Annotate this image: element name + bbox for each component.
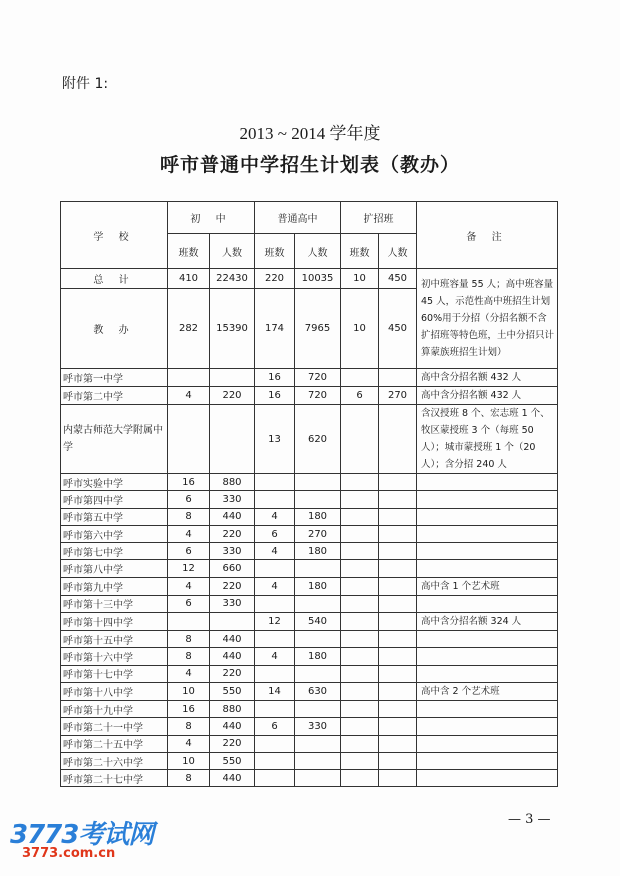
cell-ep [379, 405, 417, 474]
cell-jp: 880 [210, 700, 255, 717]
watermark-url: 3773.com.cn [22, 846, 116, 861]
cell-ec [341, 577, 379, 595]
school-name: 呼市第十六中学 [61, 648, 168, 665]
cell-sc: 12 [255, 613, 295, 631]
cell-jc: 4 [168, 577, 210, 595]
school-note [417, 560, 558, 577]
enrollment-plan-table [60, 201, 558, 787]
main-title: 呼市普通中学招生计划表（教办） [159, 154, 460, 176]
school-note [417, 508, 558, 525]
cell: 282 [168, 289, 210, 369]
cell-jp: 220 [210, 735, 255, 752]
cell-sc: 16 [255, 369, 295, 387]
header-expand: 扩招班 [341, 202, 417, 234]
cell-ep [379, 752, 417, 769]
attachment-label: 附件 1: [62, 76, 109, 92]
total-label: 总 计 [61, 269, 168, 289]
merged-note: 初中班容量 55 人；高中班容量 45 人，示范性高中班招生计划 60%用于分招（分招名额不含扩招班等特色班，土中分招只计算蒙族班招生计划） [417, 269, 558, 369]
cell-ep [379, 718, 417, 735]
cell-ec [341, 595, 379, 612]
cell-sp [295, 474, 341, 491]
cell-ec [341, 508, 379, 525]
cell-jc: 16 [168, 700, 210, 717]
school-note [417, 595, 558, 612]
cell-jc: 8 [168, 508, 210, 525]
table-row [61, 613, 558, 631]
page-number: — 3 — [508, 812, 551, 827]
cell: 10 [341, 269, 379, 289]
school-name: 呼市实验中学 [61, 474, 168, 491]
school-note [417, 491, 558, 508]
cell-ec [341, 543, 379, 560]
cell-ec [341, 491, 379, 508]
cell-ep [379, 700, 417, 717]
table-row [61, 577, 558, 595]
table-row [61, 718, 558, 735]
cell-ep [379, 682, 417, 700]
cell-jp: 660 [210, 560, 255, 577]
school-note [417, 752, 558, 769]
school-note [417, 525, 558, 542]
cell-sc [255, 665, 295, 682]
cell: 220 [255, 269, 295, 289]
school-note [417, 718, 558, 735]
cell-sp: 330 [295, 718, 341, 735]
cell-jp: 440 [210, 770, 255, 787]
school-note [417, 735, 558, 752]
cell-sc: 4 [255, 648, 295, 665]
cell-jp [210, 369, 255, 387]
cell-jc: 6 [168, 543, 210, 560]
cell-ep [379, 525, 417, 542]
school-note [417, 631, 558, 648]
cell-ep [379, 631, 417, 648]
cell-ec [341, 613, 379, 631]
header-senior: 普通高中 [255, 202, 341, 234]
cell-jp: 330 [210, 491, 255, 508]
cell-jp: 220 [210, 387, 255, 405]
table-row [61, 560, 558, 577]
school-name: 呼市第二十五中学 [61, 735, 168, 752]
cell-ec: 6 [341, 387, 379, 405]
school-note: 高中含分招名额 432 人 [417, 369, 558, 387]
header-senior-people: 人数 [295, 234, 341, 269]
table-row [61, 682, 558, 700]
cell-jc: 6 [168, 595, 210, 612]
cell-jp: 220 [210, 665, 255, 682]
cell-jp: 440 [210, 648, 255, 665]
cell: 22430 [210, 269, 255, 289]
cell-jc: 10 [168, 682, 210, 700]
cell: 410 [168, 269, 210, 289]
cell-sc: 4 [255, 543, 295, 560]
school-name: 呼市第四中学 [61, 491, 168, 508]
cell-sc [255, 595, 295, 612]
cell-sc: 13 [255, 405, 295, 474]
cell-jp [210, 405, 255, 474]
school-name: 呼市第一中学 [61, 369, 168, 387]
cell-sp: 620 [295, 405, 341, 474]
cell-sc: 6 [255, 718, 295, 735]
school-note: 含汉授班 8 个、宏志班 1 个、牧区蒙授班 3 个（每班 50 人）；城市蒙授班 1 个（20 人）；含分招 240 人 [417, 405, 558, 474]
cell-jc: 4 [168, 735, 210, 752]
header-remarks: 备 注 [417, 202, 558, 269]
cell-ec [341, 474, 379, 491]
school-name: 呼市第十八中学 [61, 682, 168, 700]
school-note [417, 665, 558, 682]
school-name: 呼市第二十六中学 [61, 752, 168, 769]
cell-jc: 16 [168, 474, 210, 491]
jiaoban-label: 教 办 [61, 289, 168, 369]
table-row [61, 474, 558, 491]
cell-sp [295, 770, 341, 787]
cell-sc [255, 560, 295, 577]
header-junior-classes: 班数 [168, 234, 210, 269]
cell-sp [295, 631, 341, 648]
cell-jp: 220 [210, 525, 255, 542]
cell-sc [255, 491, 295, 508]
cell-sc: 14 [255, 682, 295, 700]
cell: 450 [379, 269, 417, 289]
cell-ep [379, 595, 417, 612]
cell: 7965 [295, 289, 341, 369]
school-note: 高中含分招名额 324 人 [417, 613, 558, 631]
table-row [61, 387, 558, 405]
cell-ec [341, 682, 379, 700]
table-row [61, 735, 558, 752]
cell-sp: 540 [295, 613, 341, 631]
cell-jc: 6 [168, 491, 210, 508]
cell-jp: 440 [210, 631, 255, 648]
cell-sp: 720 [295, 387, 341, 405]
table-row [61, 631, 558, 648]
cell-jc: 4 [168, 665, 210, 682]
cell-ep [379, 560, 417, 577]
cell-sc [255, 735, 295, 752]
school-name: 呼市第十三中学 [61, 595, 168, 612]
cell-ep [379, 648, 417, 665]
table-row [61, 665, 558, 682]
cell-ep [379, 491, 417, 508]
cell-sp: 180 [295, 577, 341, 595]
cell-jc [168, 369, 210, 387]
cell-sp [295, 595, 341, 612]
cell-ec [341, 770, 379, 787]
cell: 10 [341, 289, 379, 369]
header-expand-classes: 班数 [341, 234, 379, 269]
cell-jp: 550 [210, 752, 255, 769]
cell-jc: 10 [168, 752, 210, 769]
table-row [61, 648, 558, 665]
cell-jp: 330 [210, 543, 255, 560]
school-note [417, 770, 558, 787]
year-title: 2013 ~ 2014 学年度 [239, 124, 381, 143]
cell: 174 [255, 289, 295, 369]
cell-ep [379, 543, 417, 560]
cell-ec [341, 560, 379, 577]
cell-ec [341, 369, 379, 387]
cell-jp: 330 [210, 595, 255, 612]
school-name: 呼市第十七中学 [61, 665, 168, 682]
table-row [61, 770, 558, 787]
header-senior-classes: 班数 [255, 234, 295, 269]
school-note [417, 700, 558, 717]
cell-ep [379, 770, 417, 787]
cell-jp: 440 [210, 508, 255, 525]
cell-sp [295, 700, 341, 717]
cell-sp [295, 735, 341, 752]
cell-ep [379, 665, 417, 682]
cell-sp [295, 491, 341, 508]
cell-ep [379, 735, 417, 752]
table-row [61, 752, 558, 769]
cell: 15390 [210, 289, 255, 369]
table-row [61, 491, 558, 508]
cell-jc [168, 613, 210, 631]
cell-ep [379, 613, 417, 631]
cell-sp: 720 [295, 369, 341, 387]
cell-sc: 16 [255, 387, 295, 405]
header-junior: 初 中 [168, 202, 255, 234]
cell-jp: 550 [210, 682, 255, 700]
cell-ec [341, 405, 379, 474]
cell-ep [379, 369, 417, 387]
table-row [61, 369, 558, 387]
school-name: 呼市第五中学 [61, 508, 168, 525]
school-note: 高中含 2 个艺术班 [417, 682, 558, 700]
cell-ec [341, 718, 379, 735]
cell-ep [379, 577, 417, 595]
cell-ec [341, 631, 379, 648]
school-name: 呼市第十四中学 [61, 613, 168, 631]
cell-ec [341, 648, 379, 665]
school-name: 呼市第二十七中学 [61, 770, 168, 787]
header-expand-people: 人数 [379, 234, 417, 269]
table-row [61, 700, 558, 717]
cell-sp: 180 [295, 543, 341, 560]
cell-sc: 4 [255, 577, 295, 595]
cell-ec [341, 665, 379, 682]
cell-jp: 880 [210, 474, 255, 491]
header-school: 学 校 [61, 202, 168, 269]
table-row [61, 508, 558, 525]
cell-jc: 8 [168, 718, 210, 735]
cell-sc: 6 [255, 525, 295, 542]
table-row [61, 405, 558, 474]
cell-jp [210, 613, 255, 631]
cell-ep [379, 508, 417, 525]
cell: 450 [379, 289, 417, 369]
cell-jc: 4 [168, 525, 210, 542]
cell: 10035 [295, 269, 341, 289]
cell-sp: 180 [295, 648, 341, 665]
cell-sc [255, 700, 295, 717]
header-row-1 [61, 202, 558, 234]
school-name: 呼市第十九中学 [61, 700, 168, 717]
cell-jc [168, 405, 210, 474]
cell-jp: 440 [210, 718, 255, 735]
cell-jc: 12 [168, 560, 210, 577]
school-note: 高中含分招名额 432 人 [417, 387, 558, 405]
cell-jp: 220 [210, 577, 255, 595]
cell-jc: 8 [168, 648, 210, 665]
school-name: 内蒙古师范大学附属中学 [61, 405, 168, 474]
cell-sp [295, 665, 341, 682]
school-name: 呼市第七中学 [61, 543, 168, 560]
school-note [417, 648, 558, 665]
cell-ep: 270 [379, 387, 417, 405]
school-name: 呼市第十五中学 [61, 631, 168, 648]
school-name: 呼市第八中学 [61, 560, 168, 577]
cell-sp: 270 [295, 525, 341, 542]
school-note [417, 474, 558, 491]
school-name: 呼市第九中学 [61, 577, 168, 595]
cell-ec [341, 752, 379, 769]
cell-sc [255, 752, 295, 769]
school-name: 呼市第六中学 [61, 525, 168, 542]
school-name: 呼市第二中学 [61, 387, 168, 405]
cell-sc: 4 [255, 508, 295, 525]
cell-sp: 630 [295, 682, 341, 700]
cell-ep [379, 474, 417, 491]
cell-sc [255, 631, 295, 648]
school-name: 呼市第二十一中学 [61, 718, 168, 735]
table-row [61, 595, 558, 612]
cell-jc: 4 [168, 387, 210, 405]
cell-jc: 8 [168, 770, 210, 787]
cell-sp: 180 [295, 508, 341, 525]
cell-sc [255, 474, 295, 491]
cell-jc: 8 [168, 631, 210, 648]
cell-sc [255, 770, 295, 787]
cell-sp [295, 560, 341, 577]
school-note [417, 543, 558, 560]
cell-ec [341, 525, 379, 542]
cell-ec [341, 700, 379, 717]
table-row [61, 543, 558, 560]
cell-ec [341, 735, 379, 752]
cell-sp [295, 752, 341, 769]
watermark-logo: 3773考试网 [10, 820, 154, 850]
school-note: 高中含 1 个艺术班 [417, 577, 558, 595]
table-row [61, 525, 558, 542]
header-junior-people: 人数 [210, 234, 255, 269]
total-row [61, 269, 558, 289]
